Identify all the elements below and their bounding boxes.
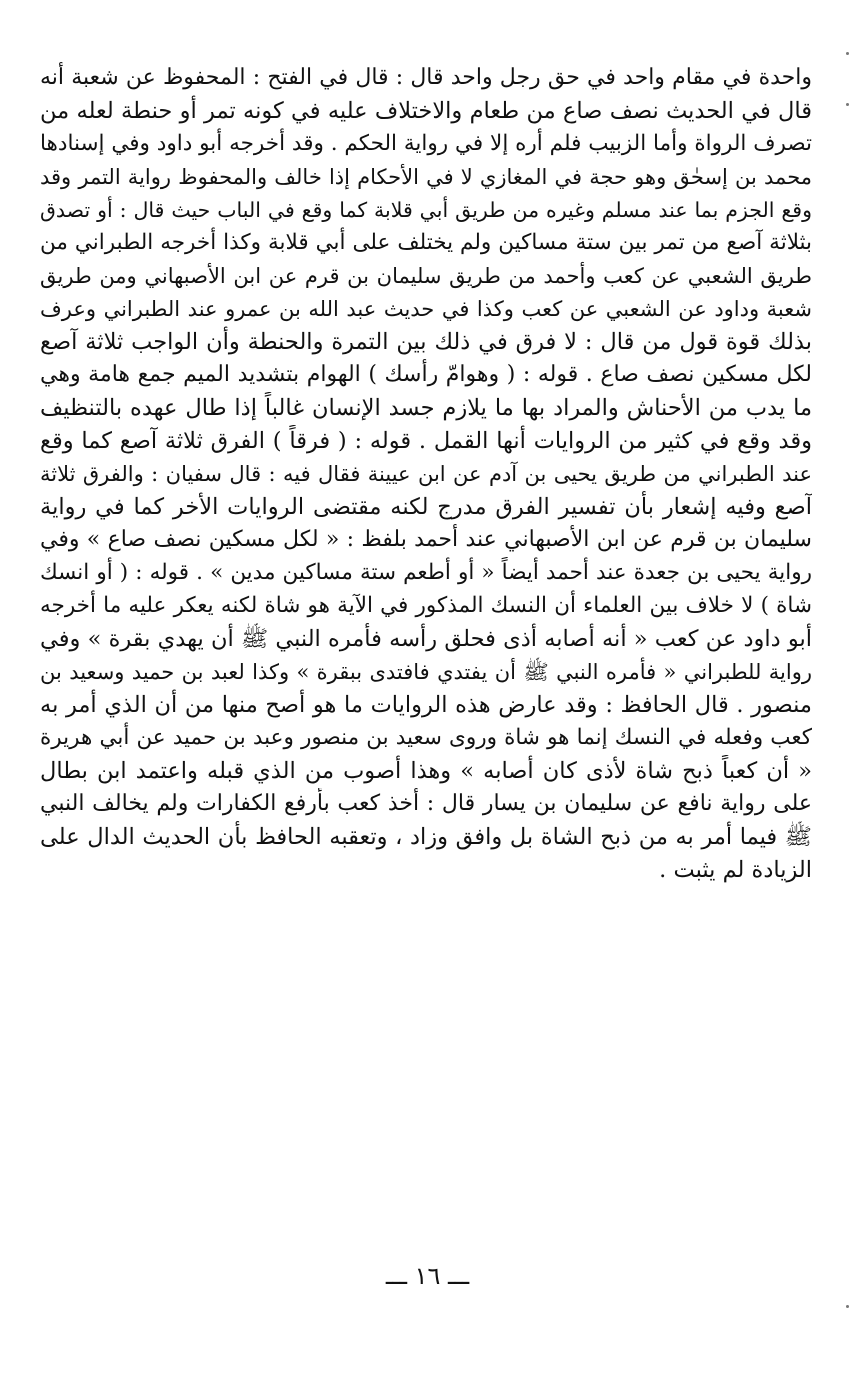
text-line: رواية يحيى بن جعدة عند أحمد أيضاً « أو أطعم ستة مساكين مدين » . قوله : ( أو انسك — [40, 560, 812, 585]
body-text — [40, 62, 812, 887]
text-line: عند الطبراني من طريق يحيى بن آدم عن ابن عيينة فقال فيه : قال سفيان : والفرق ثلاثة — [40, 462, 812, 486]
text-line: بذلك قوة قول من قال : لا فرق في ذلك بين التمرة والحنطة وأن الواجب ثلاثة آصع — [40, 329, 812, 355]
scan-speck — [846, 103, 849, 106]
text-line: منصور . قال الحافظ : وقد عارض هذه الروايات ما هو أصح منها من أن الذي أمر به — [40, 692, 812, 718]
text-line: بثلاثة آصع من تمر بين ستة مساكين ولم يختلف على أبي قلابة وكذا أخرجه الطبراني من — [40, 230, 812, 255]
text-line: الزيادة لم يثبت . — [659, 857, 812, 883]
text-line: محمد بن إسحٰق وهو حجة في المغازي لا في الأحكام إذا خالف والمحفوظ رواية التمر وقد — [40, 165, 812, 189]
text-line: شاة ) لا خلاف بين العلماء أن النسك المذكور في الآية هو شاة لكنه يعكر عليه ما أخرجه — [40, 593, 812, 618]
text-line: لكل مسكين نصف صاع . قوله : ( وهوامّ رأسك ) الهوام بتشديد الميم جمع هامة وهي — [40, 362, 812, 387]
text-line: وقع الجزم بما عند مسلم وغيره من طريق أبي قلابة كما وقع في الباب حيث قال : أو تصدق — [40, 198, 812, 222]
scan-speck — [846, 52, 849, 55]
text-line: رواية للطبراني « فأمره النبي ﷺ أن يفتدي فافتدى ببقرة » وكذا لعبد بن حميد وسعيد بن — [40, 660, 812, 684]
text-line: آصع وفيه إشعار بأن تفسير الفرق مدرج لكنه مقتضى الروايات الأخر كما في رواية — [40, 494, 812, 520]
text-line: على رواية نافع عن سليمان بن يسار قال : أخذ كعب بأرفع الكفارات ولم يخالف النبي — [40, 791, 812, 816]
text-line: وقد وقع في كثير من الروايات أنها القمل . قوله : ( فرقاً ) الفرق ثلاثة آصع كما وقع — [40, 428, 812, 454]
text-line: ﷺ فيما أمر به من ذبح الشاة بل وافق وزاد ، وتعقبه الحافظ بأن الحديث الدال على — [40, 824, 812, 850]
text-line: كعب وفعله في النسك إنما هو شاة وروى سعيد بن منصور وعبد بن حميد عن أبي هريرة — [40, 725, 812, 750]
scan-speck — [846, 1305, 849, 1308]
page-number: ـــ ١٦ ـــ — [385, 1262, 470, 1290]
text-line: سليمان بن قرم عن ابن الأصبهاني عند أحمد بلفظ : « لكل مسكين نصف صاع » وفي — [40, 527, 812, 552]
text-line: قال في الحديث نصف صاع من طعام والاختلاف عليه في كونه تمر أو حنطة لعله من — [40, 98, 812, 124]
text-line: واحدة في مقام واحد في حق رجل واحد قال : قال في الفتح : المحفوظ عن شعبة أنه — [40, 65, 812, 90]
text-line: طريق الشعبي عن كعب وأحمد من طريق سليمان بن قرم عن ابن الأصبهاني ومن طريق — [40, 264, 812, 288]
text-line: « أن كعباً ذبح شاة لأذى كان أصابه » وهذا أصوب من الذي قبله واعتمد ابن بطال — [40, 758, 812, 784]
text-line: تصرف الرواة وأما الزبيب فلم أره إلا في رواية الحكم . وقد أخرجه أبو داود وفي إسنادها — [40, 131, 812, 156]
text-line: ما يدب من الأحناش والمراد بها ما يلازم جسد الإنسان غالباً إذا طال عهده بالتنظيف — [40, 395, 812, 421]
text-line: شعبة وداود عن الشعبي عن كعب وكذا في حديث عبد الله بن عمرو عند الطبراني وعرف — [40, 297, 812, 321]
text-line: أبو داود عن كعب « أنه أصابه أذى فحلق رأسه فأمره النبي ﷺ أن يهدي بقرة » وفي — [40, 626, 812, 652]
